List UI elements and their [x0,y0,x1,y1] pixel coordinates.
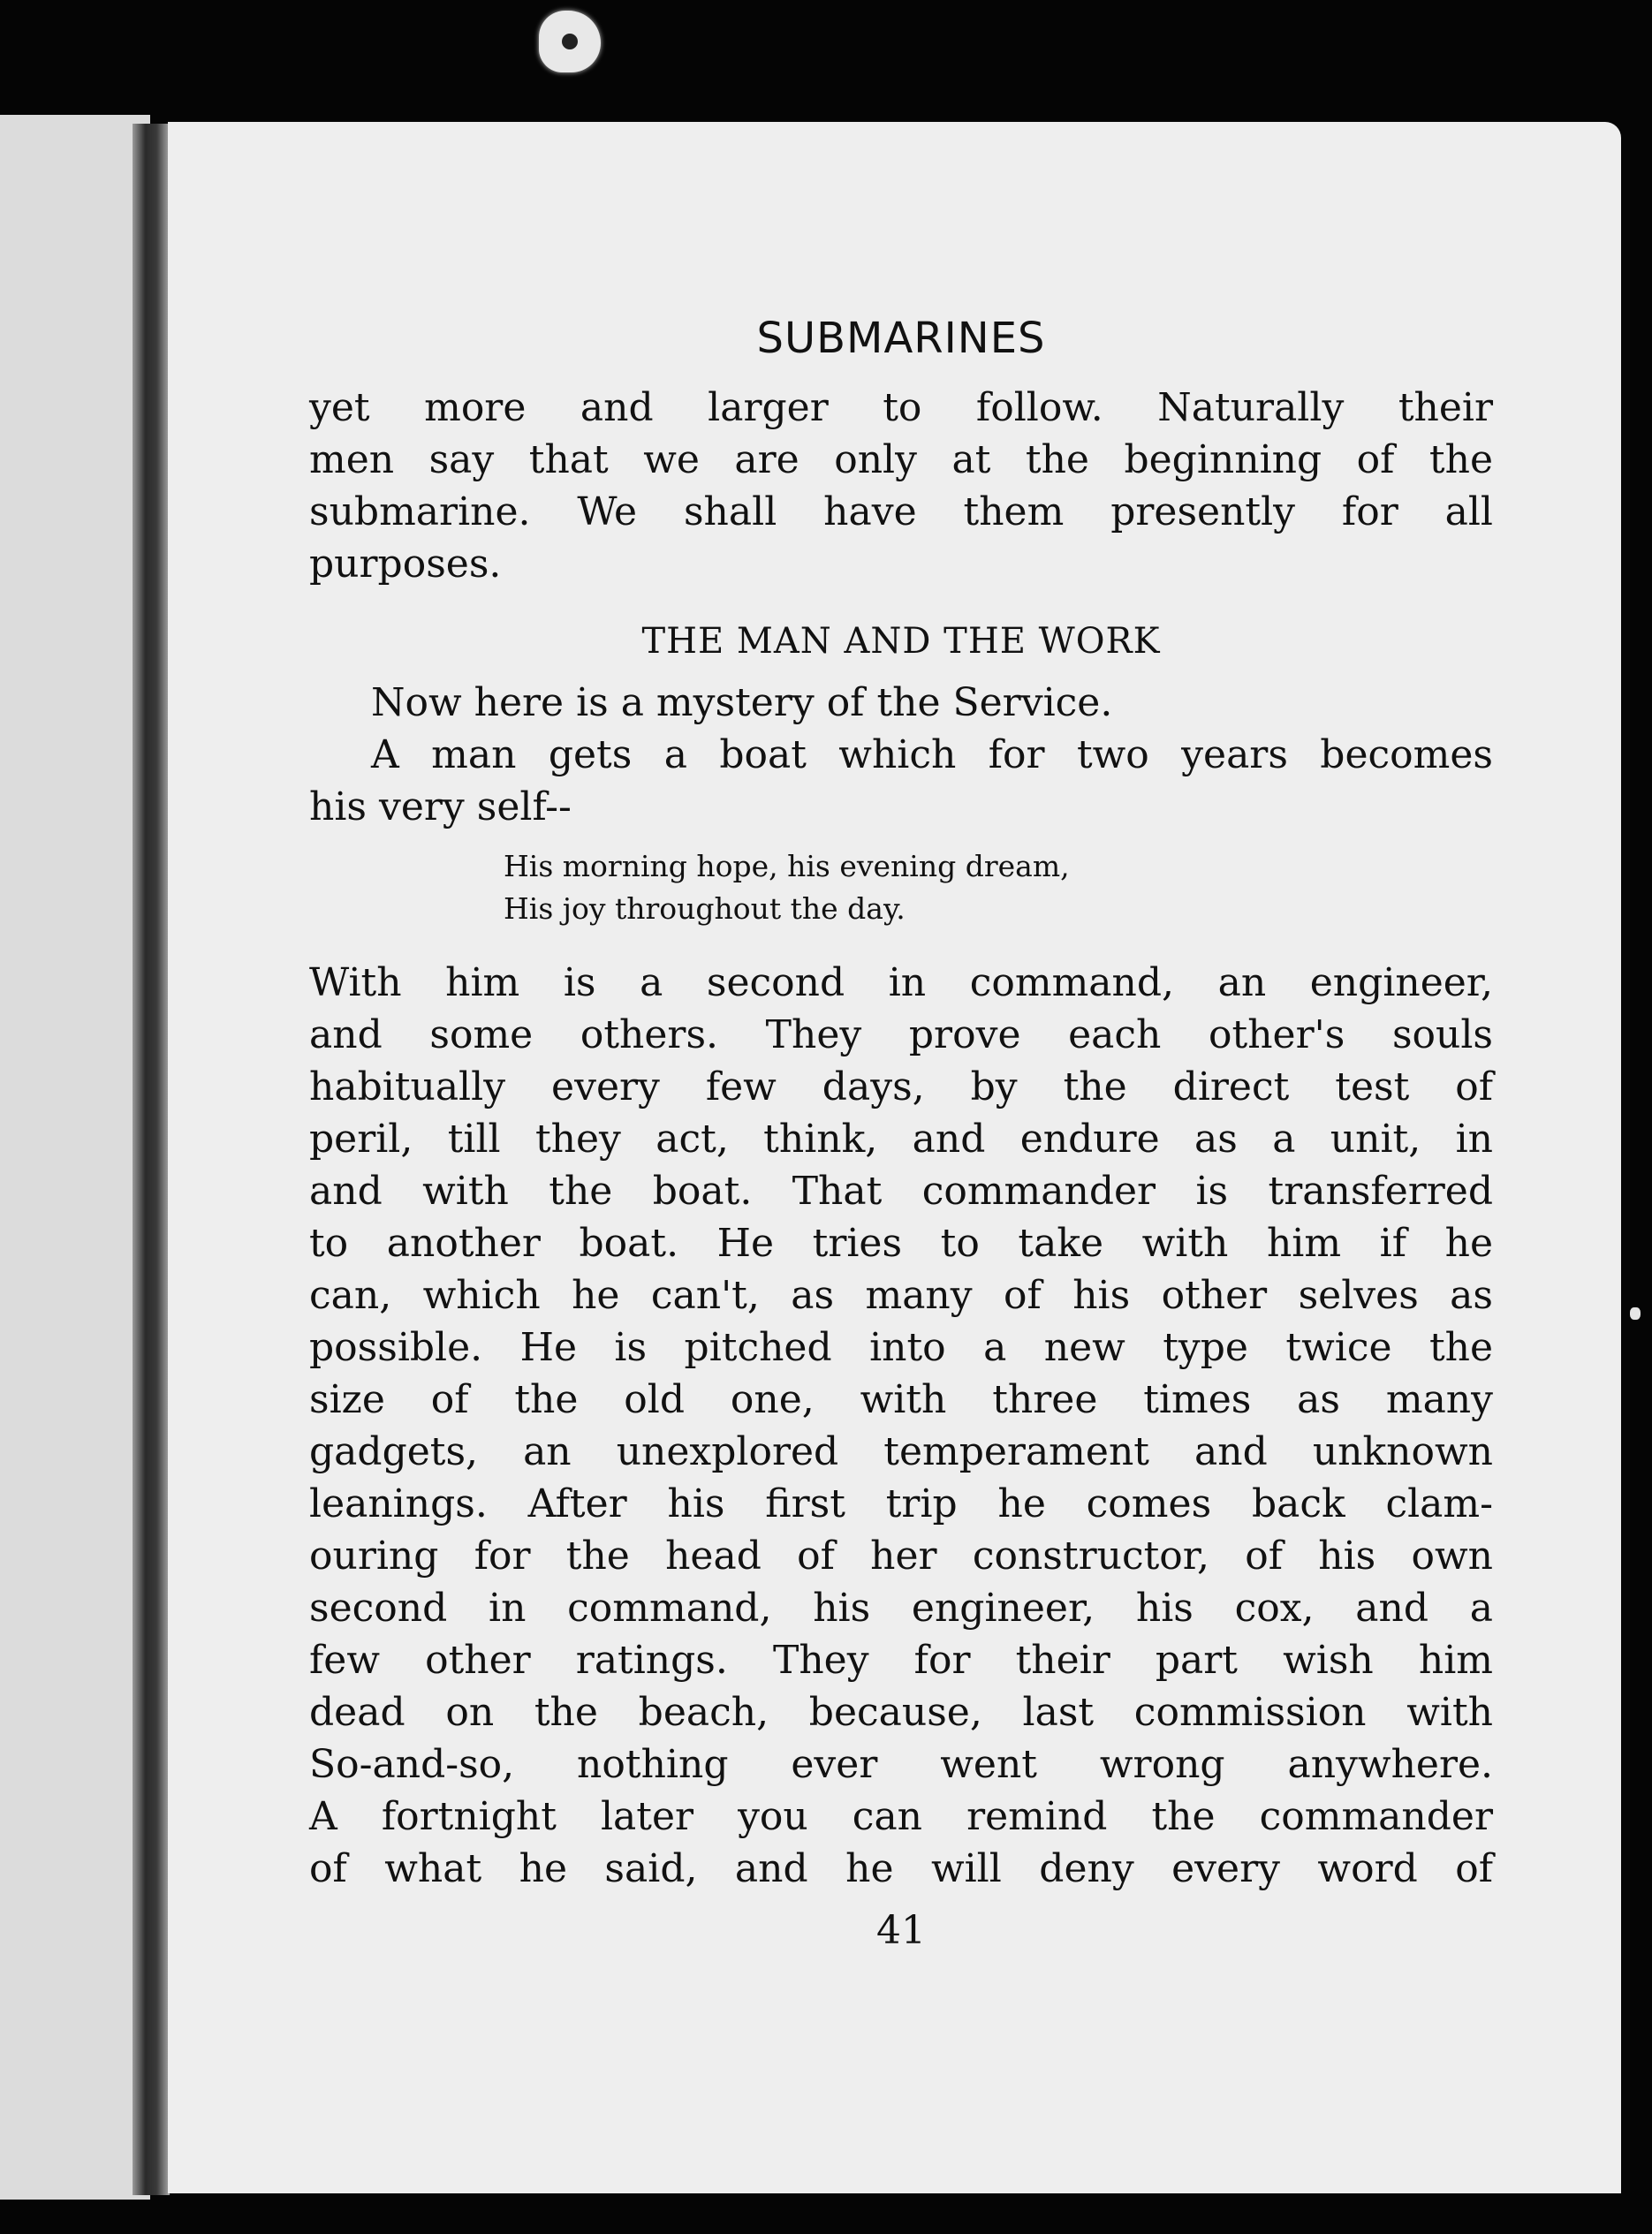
scan-artifact-speck [1630,1307,1641,1320]
text-line: men say that we are only at the beginning of the [309,437,1493,482]
section-title: THE MAN AND THE WORK [641,621,1161,662]
paragraph [309,729,1493,833]
book-page [168,122,1621,2193]
text-line: few other ratings. They for their part wish him [309,1638,1493,1683]
text-line: So-and-so, nothing ever went wrong anywhere. [309,1742,1493,1787]
text-line: submarine. We shall have them presently for all [309,489,1493,534]
text-line: and some others. They prove each other's souls [309,1012,1493,1057]
text-line: ouring for the head of her constructor, of his own [309,1534,1493,1579]
book-gutter [133,124,170,2195]
scan-artifact-blot [539,11,601,72]
text-line: A fortnight later you can remind the commander [309,1794,1493,1839]
facing-page-edge [0,115,150,2200]
text-line: can, which he can't, as many of his other selves as [309,1273,1493,1318]
running-head: SUBMARINES [756,314,1046,363]
text-line: habitually every few days, by the direct test of [309,1064,1493,1109]
text-line: and with the boat. That commander is transferred [309,1169,1493,1214]
text-line: dead on the beach, because, last commission with [309,1690,1493,1735]
text-line: to another boat. He tries to take with him if he [309,1221,1493,1266]
page-number: 41 [876,1908,926,1953]
text-line: of what he said, and he will deny every word of [309,1846,1493,1891]
body-paragraph [309,957,1493,1895]
text-line: gadgets, an unexplored temperament and unknown [309,1429,1493,1474]
text-line: With him is a second in command, an engineer, [309,960,1493,1005]
continuation-paragraph [309,382,1493,590]
verse-line: His joy throughout the day. [504,891,906,926]
text-line: second in command, his engineer, his cox, and a [309,1586,1493,1631]
page-text-block [309,307,1493,1962]
text-line: peril, till they act, think, and endure as a unit, in [309,1117,1493,1162]
verse-quote [309,845,1493,930]
paragraph-line: Now here is a mystery of the Service. [371,680,1113,725]
text-line: his very self-- [309,784,572,829]
text-line: A man gets a boat which for two years becomes [371,732,1493,777]
text-line: possible. He is pitched into a new type twice the [309,1325,1493,1370]
text-line: leanings. After his first trip he comes back clam- [309,1481,1493,1526]
text-line: size of the old one, with three times as many [309,1377,1493,1422]
verse-line: His morning hope, his evening dream, [504,849,1070,883]
text-line: yet more and larger to follow. Naturally their [309,385,1493,430]
text-line: purposes. [309,541,502,587]
